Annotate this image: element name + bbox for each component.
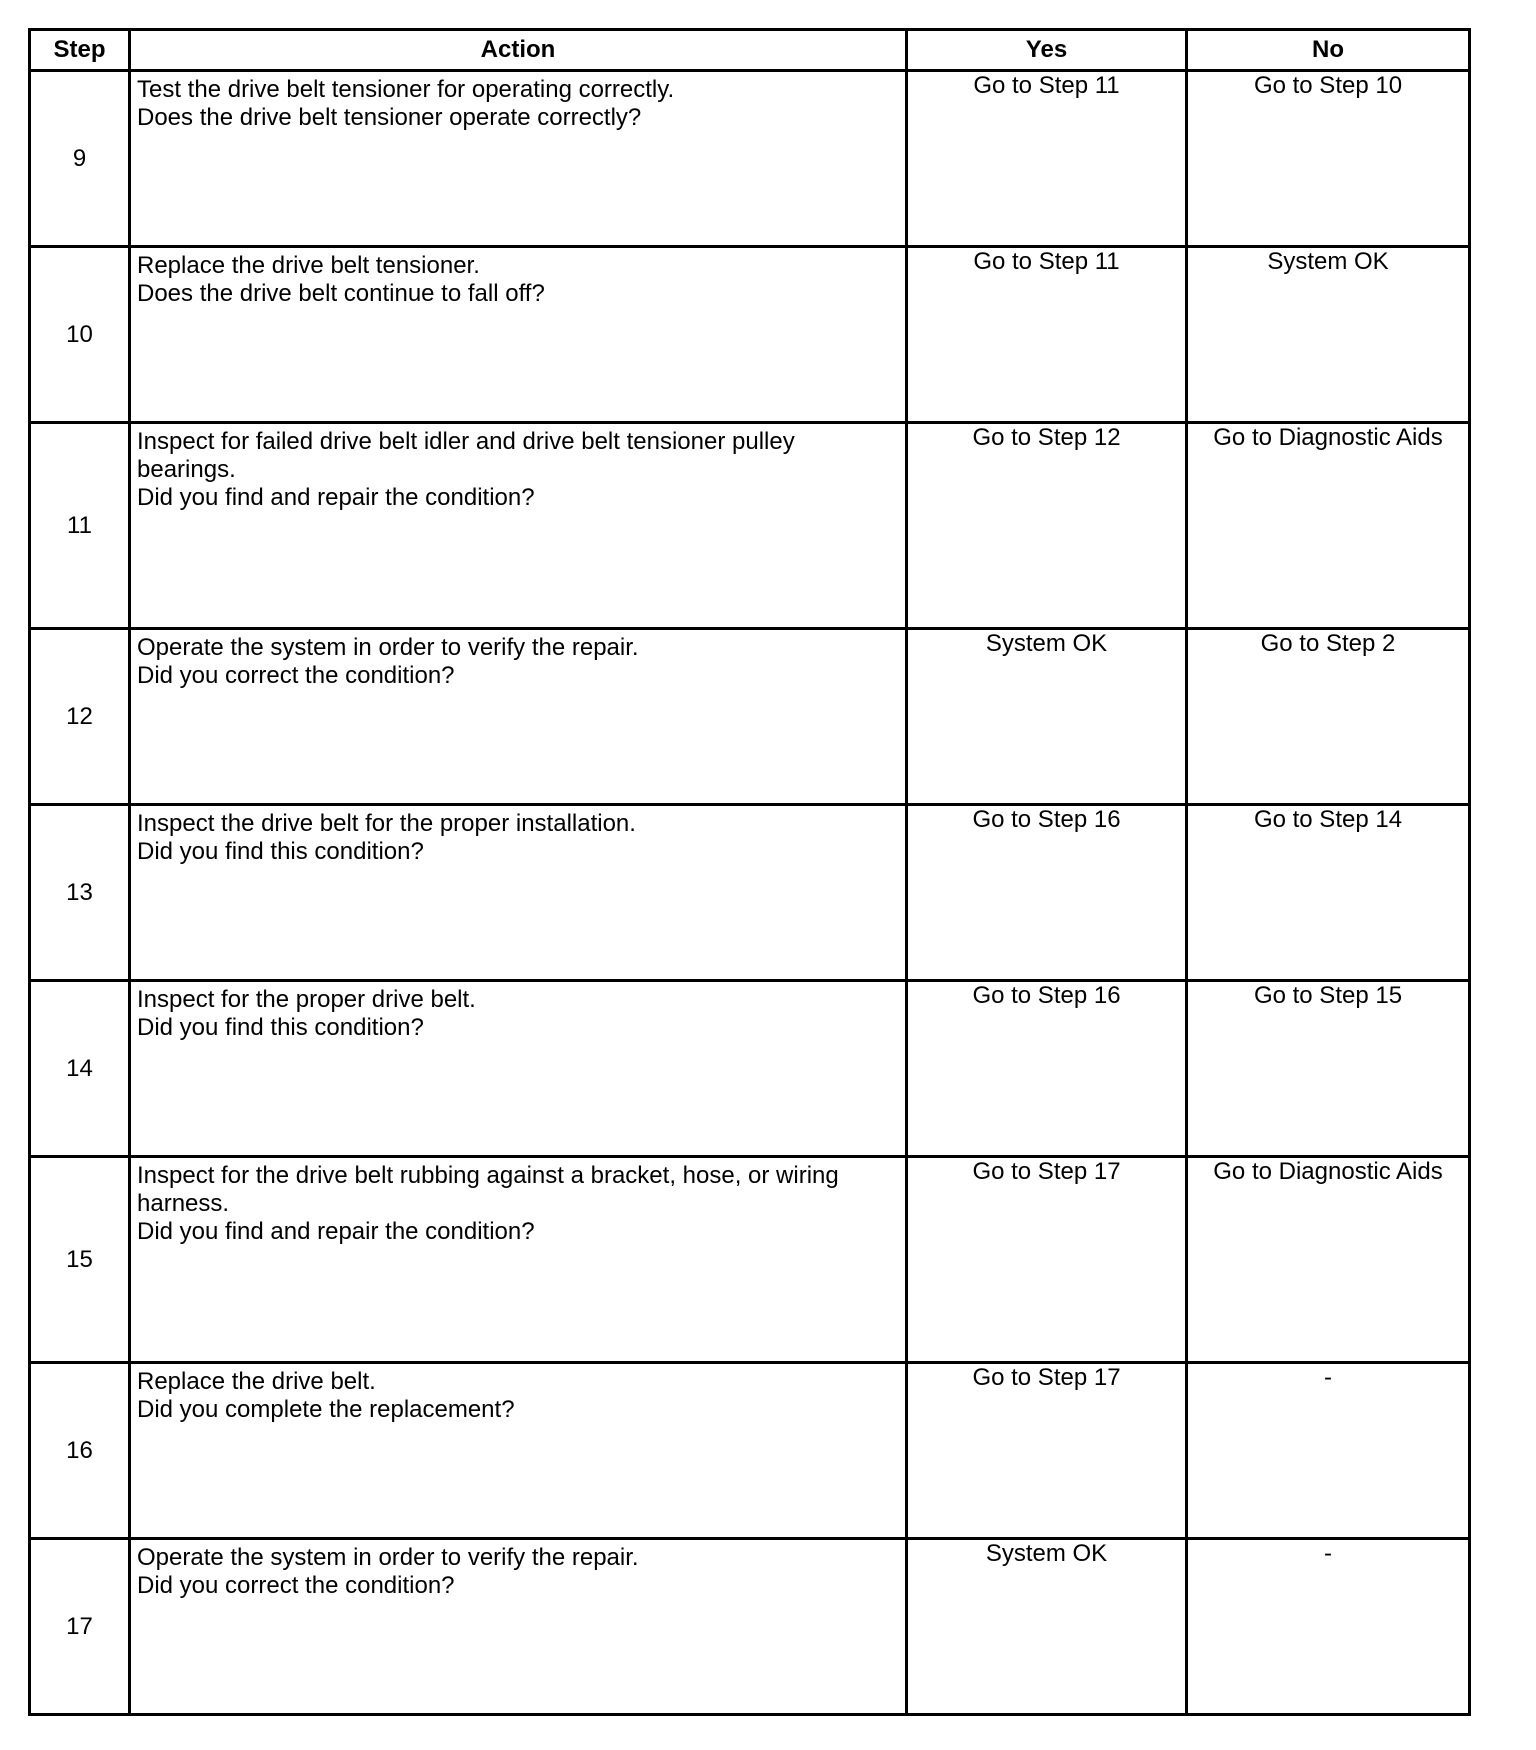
no-result xyxy=(1187,1157,1470,1363)
action-question: Did you find and repair the condition? xyxy=(137,1218,535,1245)
action-instruction: Replace the drive belt. xyxy=(137,1368,376,1395)
action-question: Did you correct the condition? xyxy=(137,662,455,689)
no-result xyxy=(1187,71,1470,247)
action-instruction: Inspect for the proper drive belt. xyxy=(137,986,476,1013)
yes-result-text: System OK xyxy=(985,1540,1108,1567)
table-row xyxy=(30,629,1470,805)
action-cell xyxy=(130,1157,907,1363)
no-result-text: Go to Step 2 xyxy=(1260,630,1396,657)
step-number: 13 xyxy=(30,805,130,981)
step-number: 10 xyxy=(30,247,130,423)
header-yes: Yes xyxy=(907,30,1187,71)
no-result xyxy=(1187,423,1470,629)
action-cell xyxy=(130,805,907,981)
action-instruction: Inspect for the drive belt rubbing against a bracket, hose, or wiring harness. xyxy=(137,1162,839,1217)
action-instruction: Test the drive belt tensioner for operating correctly. xyxy=(137,76,675,103)
table-row xyxy=(30,1539,1470,1715)
action-question: Did you find this condition? xyxy=(137,838,424,865)
table-row xyxy=(30,1363,1470,1539)
no-result xyxy=(1187,981,1470,1157)
action-question: Did you correct the condition? xyxy=(137,1572,455,1599)
action-cell xyxy=(130,1363,907,1539)
no-result-text: - xyxy=(1324,1540,1332,1567)
step-number: 17 xyxy=(30,1539,130,1715)
no-result xyxy=(1187,1363,1470,1539)
action-cell xyxy=(130,247,907,423)
no-result xyxy=(1187,1539,1470,1715)
action-question: Did you complete the replacement? xyxy=(137,1396,515,1423)
yes-result xyxy=(907,1157,1187,1363)
yes-result-text: Go to Step 16 xyxy=(972,982,1121,1009)
yes-result xyxy=(907,805,1187,981)
table-row xyxy=(30,805,1470,981)
action-instruction: Replace the drive belt tensioner. xyxy=(137,252,480,279)
no-result xyxy=(1187,805,1470,981)
no-result xyxy=(1187,247,1470,423)
table-row xyxy=(30,71,1470,247)
action-cell xyxy=(130,71,907,247)
yes-result xyxy=(907,629,1187,805)
no-result-text: Go to Step 14 xyxy=(1253,806,1403,833)
yes-result xyxy=(907,247,1187,423)
yes-result xyxy=(907,981,1187,1157)
yes-result-text: Go to Step 11 xyxy=(973,248,1120,275)
no-result xyxy=(1187,629,1470,805)
step-number: 16 xyxy=(30,1363,130,1539)
yes-result-text: Go to Step 17 xyxy=(972,1158,1121,1185)
no-result-text: Go to Step 15 xyxy=(1253,982,1403,1009)
table-row xyxy=(30,247,1470,423)
diagnostic-steps-table xyxy=(28,28,1471,1716)
action-instruction: Operate the system in order to verify the repair. xyxy=(137,1544,639,1571)
table-row xyxy=(30,423,1470,629)
no-result-text: - xyxy=(1324,1364,1332,1391)
step-number: 12 xyxy=(30,629,130,805)
header-action: Action xyxy=(130,30,907,71)
yes-result-text: Go to Step 17 xyxy=(972,1364,1121,1391)
action-question: Does the drive belt tensioner operate correctly? xyxy=(137,104,642,131)
diagnostic-table-sheet xyxy=(28,28,1471,1716)
action-cell xyxy=(130,1539,907,1715)
action-cell xyxy=(130,629,907,805)
action-cell xyxy=(130,981,907,1157)
step-number: 11 xyxy=(30,423,130,629)
yes-result xyxy=(907,1363,1187,1539)
yes-result xyxy=(907,71,1187,247)
action-question: Does the drive belt continue to fall off? xyxy=(137,280,545,307)
table-header-row xyxy=(30,30,1470,71)
header-step: Step xyxy=(30,30,130,71)
table-row xyxy=(30,1157,1470,1363)
action-instruction: Inspect for failed drive belt idler and drive belt tensioner pulley bearings. xyxy=(137,428,795,483)
no-result-text: System OK xyxy=(1267,248,1389,275)
step-number: 9 xyxy=(30,71,130,247)
yes-result xyxy=(907,423,1187,629)
no-result-text: Go to Diagnostic Aids xyxy=(1213,424,1443,451)
action-question: Did you find and repair the condition? xyxy=(137,484,535,511)
table-row xyxy=(30,981,1470,1157)
step-number: 15 xyxy=(30,1157,130,1363)
header-no: No xyxy=(1187,30,1470,71)
action-instruction: Inspect the drive belt for the proper installation. xyxy=(137,810,636,837)
action-cell xyxy=(130,423,907,629)
action-instruction: Operate the system in order to verify the repair. xyxy=(137,634,639,661)
yes-result-text: Go to Step 12 xyxy=(972,424,1121,451)
yes-result xyxy=(907,1539,1187,1715)
yes-result-text: Go to Step 11 xyxy=(973,72,1120,99)
yes-result-text: Go to Step 16 xyxy=(972,806,1121,833)
step-number: 14 xyxy=(30,981,130,1157)
action-question: Did you find this condition? xyxy=(137,1014,424,1041)
no-result-text: Go to Step 10 xyxy=(1253,72,1403,99)
no-result-text: Go to Diagnostic Aids xyxy=(1213,1158,1443,1185)
yes-result-text: System OK xyxy=(985,630,1108,657)
